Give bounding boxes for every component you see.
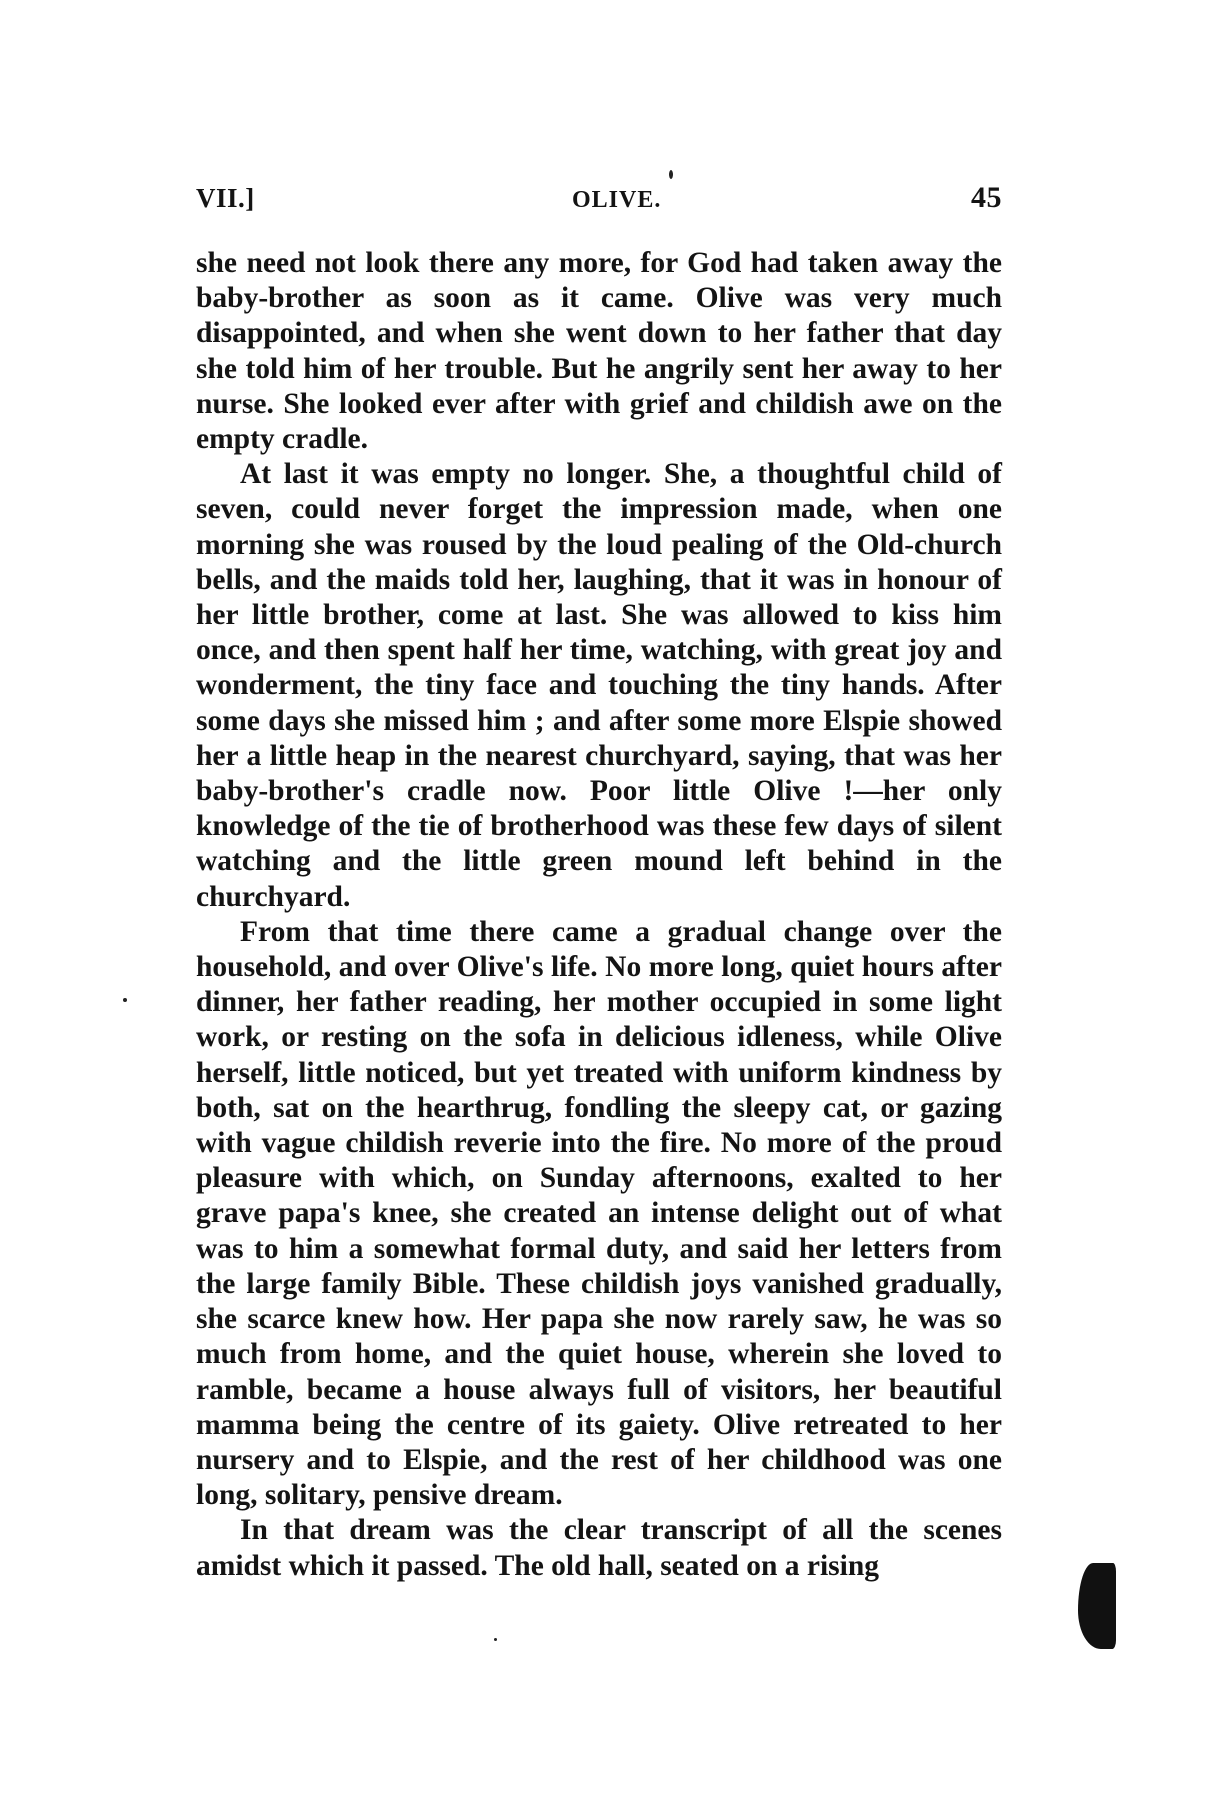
running-title: OLIVE. xyxy=(572,187,662,213)
print-speck xyxy=(494,1638,497,1641)
print-speck xyxy=(669,170,673,179)
paragraph-continued: she need not look there any more, for God had taken away the baby-brother as soon as it came. Olive was very much disappointed, and when she went down to her father that day she told him of her trouble. But he angrily sent her away to her nurse. She looked ever after with grief and childish awe on the empty cradle. xyxy=(196,247,1002,456)
running-head xyxy=(196,183,1002,223)
body-text xyxy=(196,246,1002,1584)
paragraph-clear-transcript: In that dream was the clear transcript of all the scenes amidst which it passed. The old hall, seated on a rising xyxy=(196,1514,1002,1582)
ink-blot xyxy=(1078,1563,1116,1649)
chapter-number: VII.] xyxy=(196,183,255,213)
paragraph-gradual-change: From that time there came a gradual change over the household, and over Olive's life. No more long, quiet hours after dinner, her father reading, her mother occupied in some light work, or resting on the sofa in delicious idleness, while Olive herself, little noticed, but yet treated with uniform kindness by both, sat on the hearthrug, fondling the sleepy cat, or gazing with vague childish reverie into the fire. No more of the proud pleasure with which, on Sunday afternoons, exalted to her grave papa's knee, she created an intense delight out of what was to him a somewhat formal duty, and said her letters from the large family Bible. These childish joys vanished gradually, she scarce knew how. Her papa she now rarely saw, he was so much from home, and the quiet house, wherein she loved to ramble, became a house always full of visitors, her beautiful mamma being the centre of its gaiety. Olive retreated to her nursery and to Elspie, and the rest of her childhood was one long, solitary, pensive dream. xyxy=(196,915,1002,1512)
print-speck xyxy=(123,998,127,1002)
paragraph-empty-no-longer: At last it was empty no longer. She, a thoughtful child of seven, could never forget the impression made, when one morning she was roused by the loud pealing of the Old-church bells, and the maids told her, laughing, that it was in honour of her little brother, come at last. She was allowed to kiss him once, and then spent half her time, watching, with great joy and wonderment, the tiny face and touching the tiny hands. After some days she missed him ; and after some more Elspie showed her a little heap in the nearest churchyard, saying, that was her baby-brother's cradle now. Poor little Olive !—her only knowledge of the tie of brotherhood was these few days of silent watching and the little green mound left behind in the churchyard. xyxy=(196,458,1002,913)
page-number: 45 xyxy=(971,181,1002,214)
